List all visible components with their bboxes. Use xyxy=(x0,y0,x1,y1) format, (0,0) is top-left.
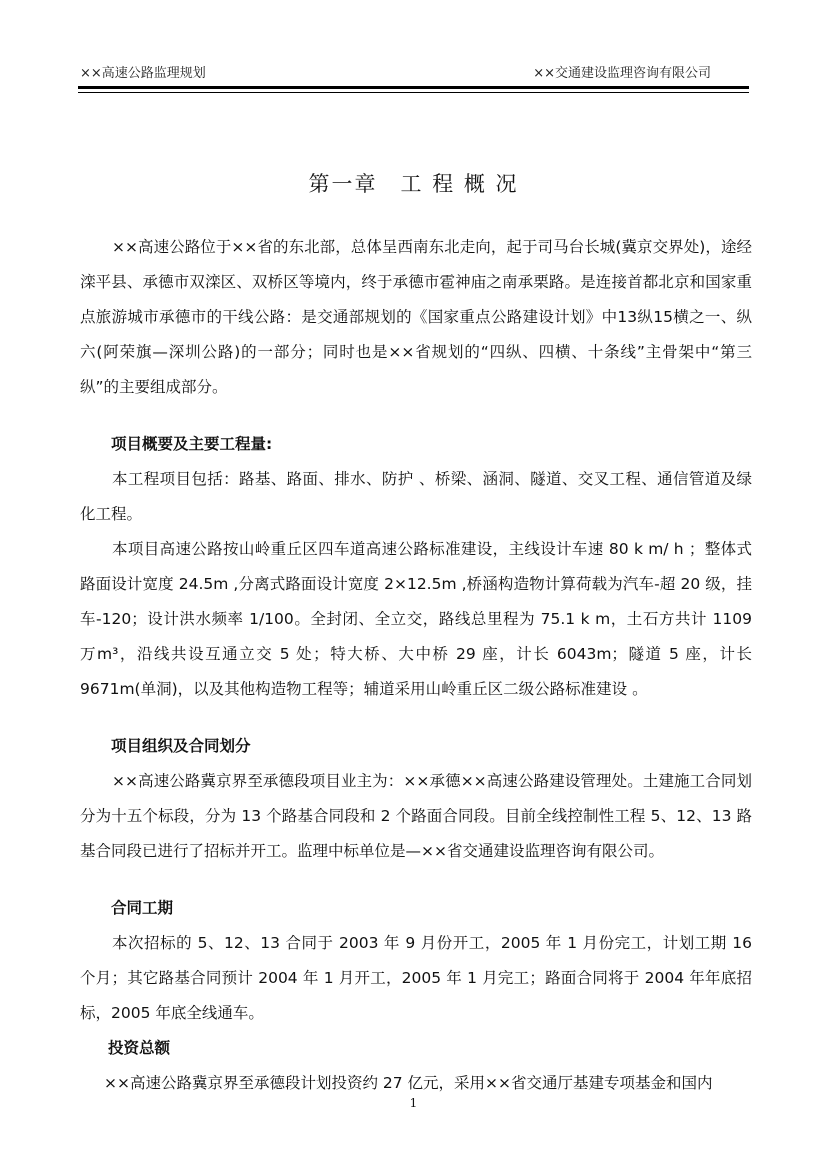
chapter-title: 第一章 工 程 概 况 xyxy=(308,172,519,196)
section-heading-schedule: 合同工期 xyxy=(111,899,174,917)
header-rule-thick xyxy=(78,86,749,89)
section-heading-overview: 项目概要及主要工程量: xyxy=(111,435,273,453)
intro-paragraph: ××高速公路位于××省的东北部，总体呈西南东北走向，起于司马台长城(冀京交界处)，途经滦平县、承德市双滦区、双桥区等境内，终于承德市雹神庙之南承栗路。是连接首都北京和国家重点旅游城市承德市的干线公路：是交通部规划的《国家重点公路建设计划》中13纵15横之一、纵六(阿荣旗—深圳公路)的一部分；同时也是××省规划的“四纵、四横、十条线”主骨架中“第三纵”的主要组成部分。 xyxy=(80,238,752,396)
section-heading-investment: 投资总额 xyxy=(108,1039,171,1057)
header-left-title: ××高速公路监理规划 xyxy=(80,66,206,81)
overview-paragraph-1: 本工程项目包括：路基、路面、排水、防护 、桥梁、涵洞、隧道、交叉工程、通信管道及绿化工程。 xyxy=(80,470,752,523)
investment-paragraph: ××高速公路冀京界至承德段计划投资约 27 亿元，采用××省交通厅基建专项基金和国内 xyxy=(104,1074,713,1092)
document-body xyxy=(80,230,752,1101)
overview-paragraph-2: 本项目高速公路按山岭重丘区四车道高速公路标准建设，主线设计车速 80 k m/ h ；整体式路面设计宽度 24.5m ,分离式路面设计宽度 2×12.5m ,桥涵构造物计算荷载为汽车-超 20 级，挂车-120；设计洪水频率 1/100。全封闭、全立交，路线总里程为 75.1 k m，土石方共计 1109 万m³，沿线共设互通立交 5 处；特大桥、大中桥 29 座，计长 6043m；隧道 5 座，计长 9671m(单洞)，以及其他构造物工程等；辅道采用山岭重丘区二级公路标准建设 。 xyxy=(80,540,752,698)
section-heading-organization: 项目组织及合同划分 xyxy=(111,737,251,755)
schedule-paragraph: 本次招标的 5、12、13 合同于 2003 年 9 月份开工，2005 年 1 月份完工，计划工期 16 个月；其它路基合同预计 2004 年 1 月开工，2005 年 1 月完工；路面合同将于 2004 年年底招标，2005 年底全线通车。 xyxy=(80,934,752,1022)
organization-paragraph: ××高速公路冀京界至承德段项目业主为：××承德××高速公路建设管理处。土建施工合同划分为十五个标段，分为 13 个路基合同段和 2 个路面合同段。目前全线控制性工程 5、12、13 路基合同段已进行了招标并开工。监理中标单位是—××省交通建设监理咨询有限公司。 xyxy=(80,772,752,860)
header-right-company: ××交通建设监理咨询有限公司 xyxy=(533,66,711,81)
header-rule-thin xyxy=(78,92,749,93)
page-number: 1 xyxy=(409,1096,418,1110)
